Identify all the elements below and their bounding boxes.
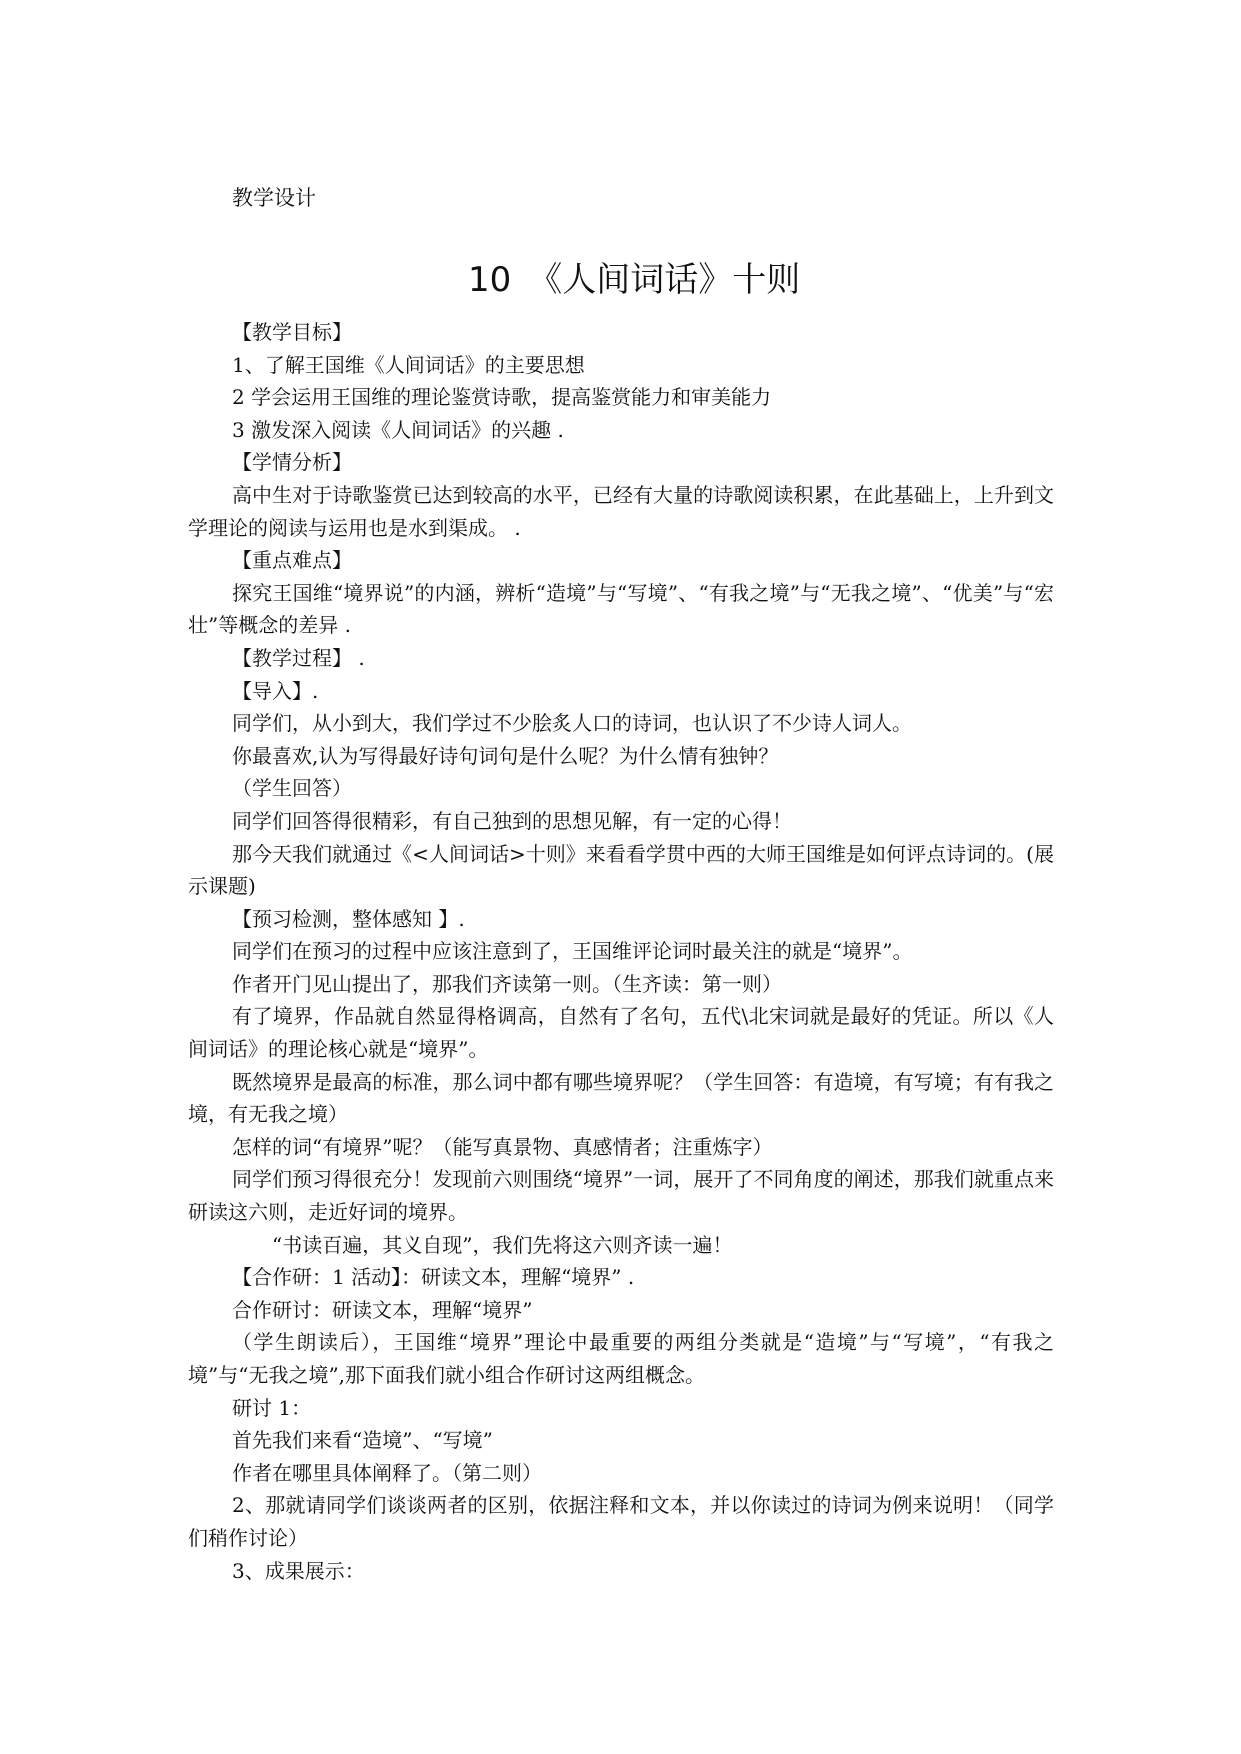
document-body xyxy=(188,316,1054,1587)
paragraph: 既然境界是最高的标准，那么词中都有哪些境界呢？（学生回答：有造境，有写境；有有我之境，有无我之境） xyxy=(188,1069,1054,1127)
section-heading-cooperation: 【合作研：1 活动】：研读文本，理解“境界” . xyxy=(232,1265,635,1290)
paragraph: （学生回答） xyxy=(232,776,352,801)
lesson-title: 10 《人间词话》十则 xyxy=(468,260,801,300)
paragraph: 3、成果展示： xyxy=(232,1558,365,1583)
section-heading-intro: 【导入】. xyxy=(232,678,319,703)
paragraph: 同学们预习得很充分！发现前六则围绕“境界”一词，展开了不同角度的阐述，那我们就重点来研读这六则，走近好词的境界。 xyxy=(188,1167,1054,1225)
section-heading-analysis: 【学情分析】 xyxy=(232,450,352,475)
paragraph: 3 激发深入阅读《人间词话》的兴趣 . xyxy=(232,417,564,442)
document-label: 教学设计 xyxy=(232,186,316,210)
paragraph: 同学们在预习的过程中应该注意到了，王国维评论词时最关注的就是“境界”。 xyxy=(232,939,913,964)
section-heading-preview: 【预习检测，整体感知 】. xyxy=(232,906,465,931)
section-heading-process: 【教学过程】 . xyxy=(232,645,365,670)
paragraph: 1、了解王国维《人间词话》的主要思想 xyxy=(232,352,585,377)
paragraph: 2 学会运用王国维的理论鉴赏诗歌，提高鉴赏能力和审美能力 xyxy=(232,385,772,410)
paragraph: 首先我们来看“造境”、“写境” xyxy=(232,1428,493,1453)
section-heading-key-points: 【重点难点】 xyxy=(232,548,352,573)
paragraph: 高中生对于诗歌鉴赏已达到较高的水平，已经有大量的诗歌阅读积累，在此基础上，上升到文学理论的阅读与运用也是水到渠成。 . xyxy=(188,482,1054,540)
paragraph: 探究王国维“境界说”的内涵，辨析“造境”与“写境”、“有我之境”与“无我之境”、“优美”与“宏壮”等概念的差异 . xyxy=(188,580,1054,638)
paragraph: 你最喜欢,认为写得最好诗句词句是什么呢？为什么情有独钟？ xyxy=(232,743,779,768)
paragraph: 研讨 1： xyxy=(232,1395,312,1420)
paragraph: 同学们回答得很精彩，有自己独到的思想见解，有一定的心得！ xyxy=(232,808,792,833)
paragraph: 作者开门见山提出了，那我们齐读第一则。（生齐读：第一则） xyxy=(232,971,782,996)
paragraph: 同学们，从小到大，我们学过不少脍炙人口的诗词，也认识了不少诗人词人。 xyxy=(232,711,912,736)
paragraph: 2、那就请同学们谈谈两者的区别，依据注释和文本，并以你读过的诗词为例来说明！（同学们稍作讨论） xyxy=(188,1493,1054,1550)
paragraph: 合作研讨：研读文本，理解“境界” xyxy=(232,1297,533,1322)
paragraph: 有了境界，作品就自然显得格调高，自然有了名句，五代\北宋词就是最好的凭证。所以《人间词话》的理论核心就是“境界”。 xyxy=(188,1004,1054,1062)
paragraph: 那今天我们就通过《<人间词话>十则》来看看学贯中西的大师王国维是如何评点诗词的。(展示课题) xyxy=(188,841,1054,899)
paragraph: 怎样的词“有境界”呢？（能写真景物、真感情者；注重炼字） xyxy=(232,1134,773,1159)
section-heading-objectives: 【教学目标】 xyxy=(232,320,352,344)
paragraph: 作者在哪里具体阐释了。（第二则） xyxy=(232,1460,542,1485)
paragraph: （学生朗读后），王国维“境界”理论中最重要的两组分类就是“造境”与“写境”，“有我之境”与“无我之境”,那下面我们就小组合作研讨这两组概念。 xyxy=(188,1330,1054,1387)
paragraph: “书读百遍，其义自现”，我们先将这六则齐读一遍！ xyxy=(272,1232,733,1257)
